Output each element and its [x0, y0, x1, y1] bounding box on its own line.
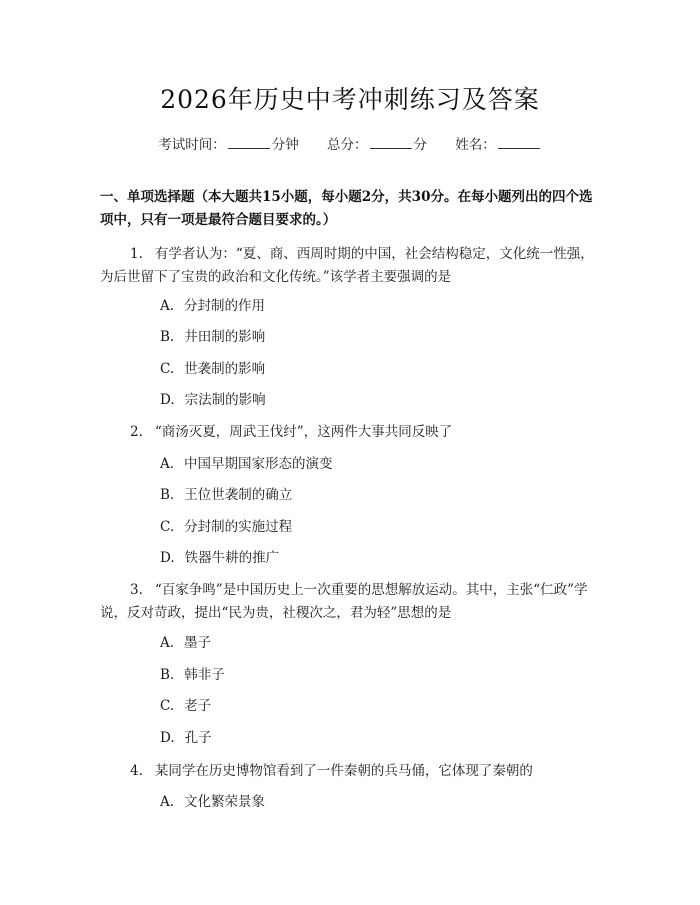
option-text: 分封制的作用 — [184, 298, 266, 314]
question-2-option-d[interactable] — [160, 548, 279, 568]
score-label: 总分： — [327, 137, 368, 153]
question-1 — [100, 243, 600, 289]
question-2 — [100, 421, 600, 444]
question-text: 有学者认为：“夏、商、西周时期的中国，社会结构稳定，文化统一性强，为后世留下了宝贵的政治和文化传统。”该学者主要强调的是 — [100, 246, 594, 285]
question-number: 2. — [130, 424, 143, 440]
option-text: 世袭制的影响 — [184, 361, 266, 377]
question-2-option-a[interactable] — [160, 454, 333, 474]
option-letter: A. — [160, 456, 175, 472]
option-text: 中国早期国家形态的演变 — [184, 456, 333, 472]
option-letter: D. — [160, 550, 175, 566]
question-3-option-b[interactable] — [160, 665, 225, 685]
option-text: 墨子 — [184, 635, 212, 651]
option-letter: B. — [160, 487, 175, 503]
option-letter: D. — [160, 392, 175, 408]
question-number: 4. — [130, 763, 143, 779]
exam-info-line — [0, 133, 700, 153]
section-heading: 一、单项选择题（本大题共15小题，每小题2分，共30分。在每小题列出的四个选项中，只有一项是最符合题目要求的。） — [100, 189, 593, 228]
name-blank[interactable] — [498, 136, 540, 149]
option-text: 井田制的影响 — [184, 329, 266, 345]
option-letter: A. — [160, 794, 175, 810]
option-letter: B. — [160, 329, 175, 345]
question-3-option-c[interactable] — [160, 696, 211, 716]
option-text: 王位世袭制的确立 — [184, 487, 293, 503]
option-text: 老子 — [184, 698, 212, 714]
question-1-option-c[interactable] — [160, 359, 265, 379]
name-label: 姓名： — [455, 137, 496, 153]
time-label: 考试时间： — [158, 137, 226, 153]
question-text: “百家争鸣”是中国历史上一次重要的思想解放运动。其中，主张“仁政”学说，反对苛政，提出“民为贵，社稷次之，君为轻”思想的是 — [100, 582, 588, 621]
time-field — [158, 133, 299, 153]
question-3-option-a[interactable] — [160, 633, 211, 653]
option-letter: C. — [160, 519, 175, 535]
question-2-option-c[interactable] — [160, 517, 292, 537]
question-text: “商汤灭夏，周武王伐纣”，这两件大事共同反映了 — [154, 424, 453, 440]
question-1-option-a[interactable] — [160, 296, 265, 316]
option-letter: A. — [160, 298, 175, 314]
option-text: 铁器牛耕的推广 — [184, 550, 280, 566]
time-blank[interactable] — [228, 136, 270, 149]
question-1-option-b[interactable] — [160, 327, 265, 347]
option-letter: C. — [160, 698, 175, 714]
option-text: 宗法制的影响 — [184, 392, 266, 408]
question-number: 1. — [130, 246, 143, 262]
question-4-option-a[interactable] — [160, 792, 265, 812]
question-3 — [100, 579, 600, 625]
question-2-option-b[interactable] — [160, 485, 292, 505]
name-field — [455, 133, 542, 153]
option-letter: D. — [160, 730, 175, 746]
question-number: 3. — [130, 582, 143, 598]
score-unit: 分 — [413, 137, 427, 153]
option-text: 韩非子 — [184, 667, 225, 683]
option-letter: B. — [160, 667, 175, 683]
option-text: 分封制的实施过程 — [184, 519, 293, 535]
question-1-option-d[interactable] — [160, 390, 266, 410]
question-4 — [100, 760, 600, 783]
time-unit: 分钟 — [271, 137, 299, 153]
question-text: 某同学在历史博物馆看到了一件秦朝的兵马俑，它体现了秦朝的 — [154, 763, 533, 779]
option-letter: C. — [160, 361, 175, 377]
page-title: 2026年历史中考冲刺练习及答案 — [160, 85, 540, 114]
score-blank[interactable] — [370, 136, 412, 149]
option-text: 孔子 — [184, 730, 212, 746]
question-3-option-d[interactable] — [160, 728, 212, 748]
score-field — [327, 133, 427, 153]
option-letter: A. — [160, 635, 175, 651]
option-text: 文化繁荣景象 — [184, 794, 266, 810]
